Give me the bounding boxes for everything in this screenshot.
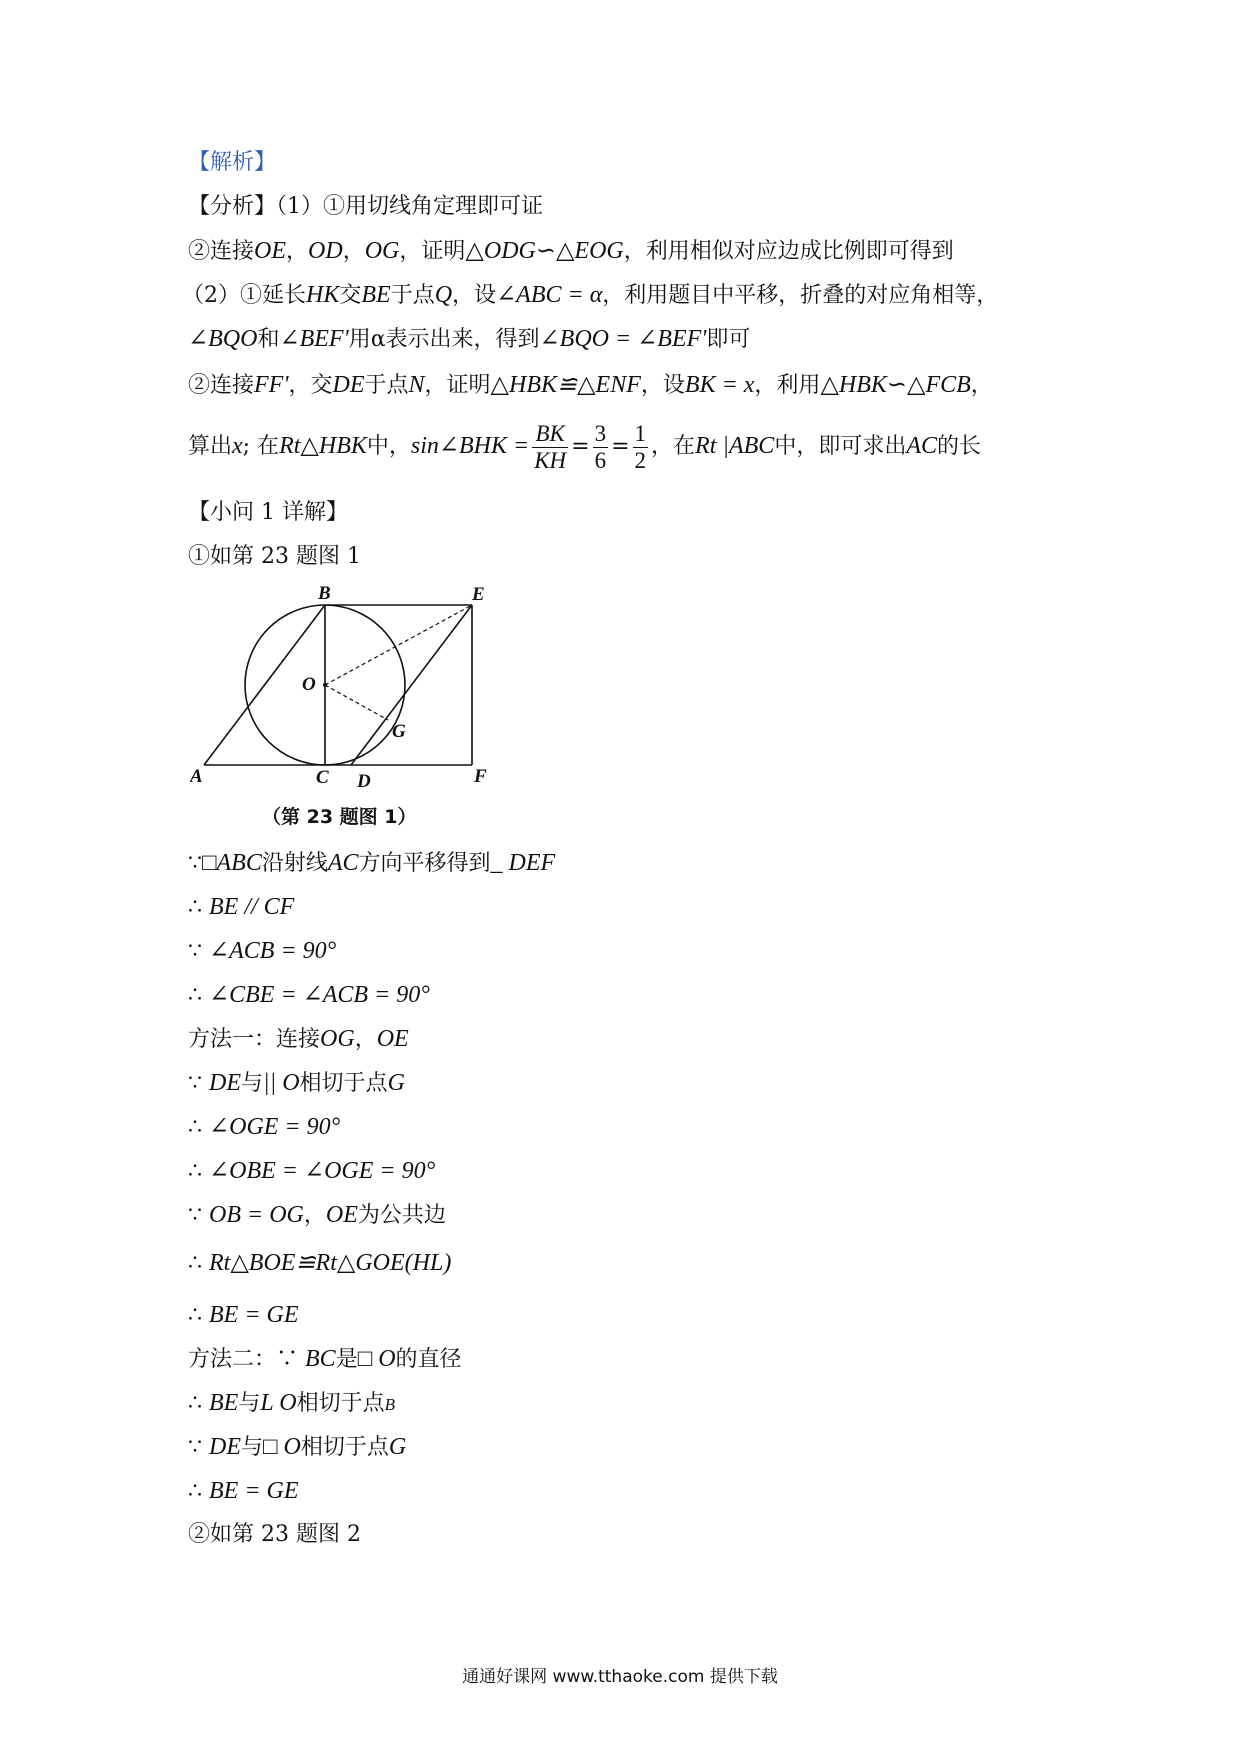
proof-line-9 [188,1200,446,1231]
text: ， [303,1203,326,1228]
proof-line-11 [188,1300,299,1331]
text: 【分析】（1）①用切线角定理即可证 [188,194,543,219]
math: △HBK∽△FCB [820,372,971,398]
denominator: KH [534,447,567,473]
text: ，设 [640,373,685,398]
text: 方法一：连接 [188,1027,321,1052]
label-e: E [472,584,485,605]
symbol: ∵ [188,1203,202,1228]
text: ②连接 [188,373,255,398]
math: Rt |ABC [695,433,775,459]
proof-line-14 [188,1432,406,1463]
label-c: C [316,767,329,788]
geometry-figure-1 [190,580,510,800]
text: 沿射线 [261,851,328,876]
analysis-line-4 [188,324,750,355]
label-d: D [357,771,371,792]
math: L O [260,1390,297,1416]
math: □ O [357,1346,396,1372]
text: 中， [366,434,411,459]
math: △ODG∽△EOG [465,238,624,264]
proof-line-4 [188,980,430,1011]
analysis-line-5 [188,370,993,401]
symbol: ∵ [188,1435,202,1460]
math: HK [306,282,340,308]
symbol: ∴ [188,895,202,920]
math: B [384,1395,395,1414]
text: 中，即可求出 [774,434,907,459]
text: ，交 [288,373,333,398]
math: BE [361,282,391,308]
symbol: ∴ [188,1251,202,1276]
math: BE = GE [209,1302,299,1328]
math: Rt△BOE≌Rt△GOE(HL) [209,1250,452,1276]
text: 与 [241,1071,264,1096]
label-g: G [392,721,406,742]
math: OG [320,1026,355,1052]
text: 方向平移得到 [358,851,491,876]
math: BE = GE [209,1478,299,1504]
text: ②如第 23 题图 2 [188,1522,361,1547]
text: 于点 [364,373,409,398]
footer-watermark: 通通好课网 www.tthaoke.com 提供下载 [462,1667,778,1687]
math: ∠ABC = α [496,282,603,308]
math: ∠ACB = 90° [209,938,337,964]
math: OE [376,1026,409,1052]
text: 与 [241,1435,264,1460]
text: 用α表示出来，得到 [348,327,540,352]
text: 与 [238,1391,261,1416]
symbol: ∴ [188,1391,202,1416]
label-o: O [302,674,316,695]
text: ， [354,1027,377,1052]
text: 为公共边 [357,1203,446,1228]
math: DE [332,372,365,398]
math: G [387,1070,405,1096]
sub-question-1-label: 【小问 1 详解】 [188,500,348,525]
math: ∠BEF' [279,326,349,352]
segment-de [351,605,472,765]
text: （2）①延长 [182,283,306,308]
text: ，证明 [424,373,491,398]
math: x [232,433,243,459]
fraction-bk-kh [532,421,568,474]
math: N [408,372,425,398]
math: sin∠BHK = [410,433,530,459]
analysis-line-2 [188,236,954,267]
text: 于点 [390,283,435,308]
text: ， [970,373,993,398]
math: DE [209,1070,241,1096]
fraction-1-2 [633,421,649,474]
math: OB = OG [209,1202,304,1228]
math: ∠BQO = ∠BEF' [539,326,707,352]
math: Rt△HBK [279,433,367,459]
text: 相切于点 [299,1071,388,1096]
text: 和 [257,327,280,352]
math: AC [327,850,359,876]
math: ∠OGE = 90° [209,1114,341,1140]
proof-line-7 [188,1112,340,1143]
analysis-line-6 [188,418,981,475]
math: OE [325,1202,358,1228]
text: 相切于点 [300,1435,389,1460]
math: OD [308,238,343,264]
math: Q [434,282,453,308]
math: _ DEF [490,850,556,876]
proof-line-1 [188,848,555,879]
numerator: BK [532,421,568,448]
text: 的直径 [395,1347,462,1372]
segment-oe [325,605,472,685]
math: FF' [254,372,289,398]
symbol: ∴ [188,983,202,1008]
analysis-line-3 [182,280,998,311]
equals: = [571,434,590,459]
symbol: ∴ [188,1115,202,1140]
proof-line-16 [188,1520,361,1550]
math: || O [263,1070,300,1096]
math: DE [209,1434,241,1460]
proof-line-15 [188,1476,299,1507]
text: 方法二：∵ [188,1347,299,1372]
denominator: 2 [634,447,647,473]
symbol: ∴ [188,1479,202,1504]
symbol: ∵ [188,1071,202,1096]
proof-line-13 [188,1388,395,1420]
label-f: F [474,766,487,787]
section-label-jiexi: 【解析】 [188,150,277,175]
text: 交 [339,283,362,308]
proof-line-12 [188,1344,462,1375]
text: ，证明 [399,239,466,264]
math: △HBK≌△ENF [490,372,641,398]
math: OG [364,238,400,264]
math: BC [305,1346,336,1372]
math: G [388,1434,407,1460]
math: AC [906,433,937,459]
text: ，利用题目中平移，折叠的对应角相等， [602,283,999,308]
point-o [323,683,327,687]
math: BE // CF [209,894,295,920]
math: BE [209,1390,239,1416]
math: ∠BQO [188,326,258,352]
proof-line-3 [188,936,336,967]
numerator: 1 [634,420,647,446]
fraction-3-6 [593,421,609,474]
symbol: ∴ [188,1159,202,1184]
proof-line-10 [188,1248,451,1279]
symbol: ∴ [188,1303,202,1328]
proof-line-6 [188,1068,405,1099]
text: 即可 [706,327,751,352]
label-b: B [318,583,331,604]
text: ， [286,239,309,264]
proof-line-2 [188,892,294,923]
math: ∠OBE = ∠OGE = 90° [209,1158,436,1184]
math: □ABC [202,850,262,876]
text: 是 [335,1347,358,1372]
math: BK = x [684,372,755,398]
text: ; 在 [242,434,280,459]
label-a: A [190,766,203,787]
text: ②连接 [188,239,255,264]
text: 的长 [937,434,982,459]
proof-line-5 [188,1024,409,1055]
proof-line-8 [188,1156,435,1187]
segment-og [325,685,388,720]
symbol: ∵ [188,939,202,964]
text: 算出 [188,434,233,459]
denominator: 6 [594,447,607,473]
figure-caption: （第 23 题图 1） [262,806,417,828]
text: ，在 [651,434,696,459]
math: □ O [263,1434,301,1460]
numerator: 3 [594,420,607,446]
text: ，设 [452,283,497,308]
text: 相切于点 [296,1391,385,1416]
text: ， [342,239,365,264]
equals: = [611,434,630,459]
math: OE [254,238,287,264]
text: ，利用 [754,373,821,398]
figure-reference-1: ①如第 23 题图 1 [188,544,361,569]
symbol: ∵ [188,851,202,876]
math: ∠CBE = ∠ACB = 90° [209,982,430,1008]
analysis-line-1 [188,192,543,222]
text: ，利用相似对应边成比例即可得到 [623,239,954,264]
